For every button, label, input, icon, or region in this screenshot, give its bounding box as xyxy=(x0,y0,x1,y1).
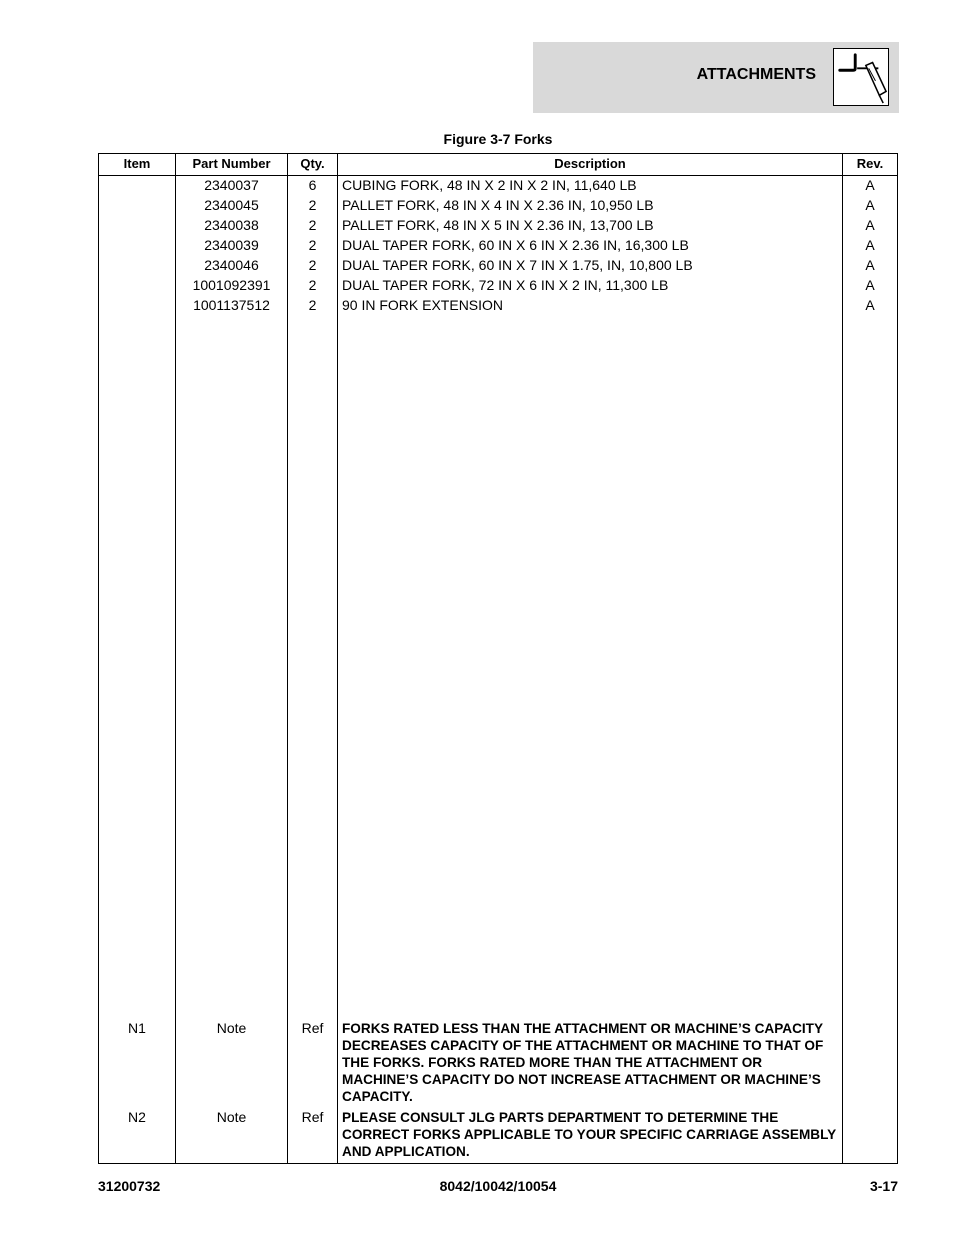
column-header-rev: Rev. xyxy=(856,156,884,171)
item-cell: N2 xyxy=(128,1109,146,1125)
footer-doc-number: 31200732 xyxy=(98,1178,161,1194)
rev-cell: A xyxy=(865,197,875,213)
figure-title: Figure 3-7 Forks xyxy=(443,131,553,147)
note-text: FORKS RATED LESS THAN THE ATTACHMENT OR MACHINE’S CAPACITY DECREASES CAPACITY OF THE ATTACHMENT OR MACHINE TO THAT OF THE FORKS. FORKS RATED MORE THAN THE ATTACHMENT OR MACHINE’S CAPACITY DO NOT INCREASE ATTACHMENT OR MACHINE’S CAPACITY. xyxy=(342,1021,824,1104)
footer-models: 8042/10042/10054 xyxy=(439,1178,557,1194)
table-row xyxy=(99,255,897,275)
qty-cell: 2 xyxy=(308,237,317,253)
description-cell: DUAL TAPER FORK, 60 IN X 7 IN X 1.75, IN, 10,800 LB xyxy=(342,257,693,273)
qty-cell: Ref xyxy=(301,1109,324,1125)
qty-cell: Ref xyxy=(301,1020,324,1036)
rev-cell: A xyxy=(865,297,875,313)
qty-cell: 2 xyxy=(308,257,317,273)
item-cell: N1 xyxy=(128,1020,146,1036)
part-number-cell: 2340046 xyxy=(204,257,259,273)
table-row xyxy=(99,175,897,195)
part-number-cell: 2340038 xyxy=(204,217,259,233)
column-header-part-number: Part Number xyxy=(192,156,271,171)
part-number-cell: Note xyxy=(216,1109,247,1125)
table-row xyxy=(99,275,897,295)
description-cell: PALLET FORK, 48 IN X 4 IN X 2.36 IN, 10,950 LB xyxy=(342,197,654,213)
description-cell: CUBING FORK, 48 IN X 2 IN X 2 IN, 11,640 LB xyxy=(342,177,637,193)
rev-cell: A xyxy=(865,237,875,253)
parts-table xyxy=(98,153,898,1164)
rev-cell: A xyxy=(865,257,875,273)
note-text: PLEASE CONSULT JLG PARTS DEPARTMENT TO DETERMINE THE CORRECT FORKS APPLICABLE TO YOUR SPECIFIC CARRIAGE ASSEMBLY AND APPLICATION. xyxy=(342,1110,836,1159)
column-header-qty: Qty. xyxy=(300,156,325,171)
column-header-item: Item xyxy=(123,156,151,171)
description-cell: PALLET FORK, 48 IN X 5 IN X 2.36 IN, 13,700 LB xyxy=(342,217,654,233)
section-title: ATTACHMENTS xyxy=(696,66,816,83)
section-header xyxy=(533,42,899,113)
qty-cell: 2 xyxy=(308,297,317,313)
table-row xyxy=(99,235,897,255)
column-header-description: Description xyxy=(554,156,626,171)
description-cell: DUAL TAPER FORK, 72 IN X 6 IN X 2 IN, 11,300 LB xyxy=(342,277,669,293)
rev-cell: A xyxy=(865,277,875,293)
description-cell: DUAL TAPER FORK, 60 IN X 6 IN X 2.36 IN, 16,300 LB xyxy=(342,237,689,253)
qty-cell: 6 xyxy=(308,177,317,193)
footer-page-number: 3-17 xyxy=(869,1178,898,1194)
qty-cell: 2 xyxy=(308,277,317,293)
table-row xyxy=(99,195,897,215)
part-number-cell: 2340037 xyxy=(204,177,259,193)
table-row xyxy=(99,215,897,235)
part-number-cell: 2340039 xyxy=(204,237,259,253)
part-number-cell: 2340045 xyxy=(204,197,259,213)
qty-cell: 2 xyxy=(308,217,317,233)
part-number-cell: 1001092391 xyxy=(192,277,271,293)
qty-cell: 2 xyxy=(308,197,317,213)
rev-cell: A xyxy=(865,177,875,193)
description-cell: 90 IN FORK EXTENSION xyxy=(342,297,504,313)
part-number-cell: 1001137512 xyxy=(193,297,270,313)
part-number-cell: Note xyxy=(216,1020,247,1036)
rev-cell: A xyxy=(865,217,875,233)
forklift-fork-icon xyxy=(833,48,889,106)
table-row xyxy=(99,295,897,315)
